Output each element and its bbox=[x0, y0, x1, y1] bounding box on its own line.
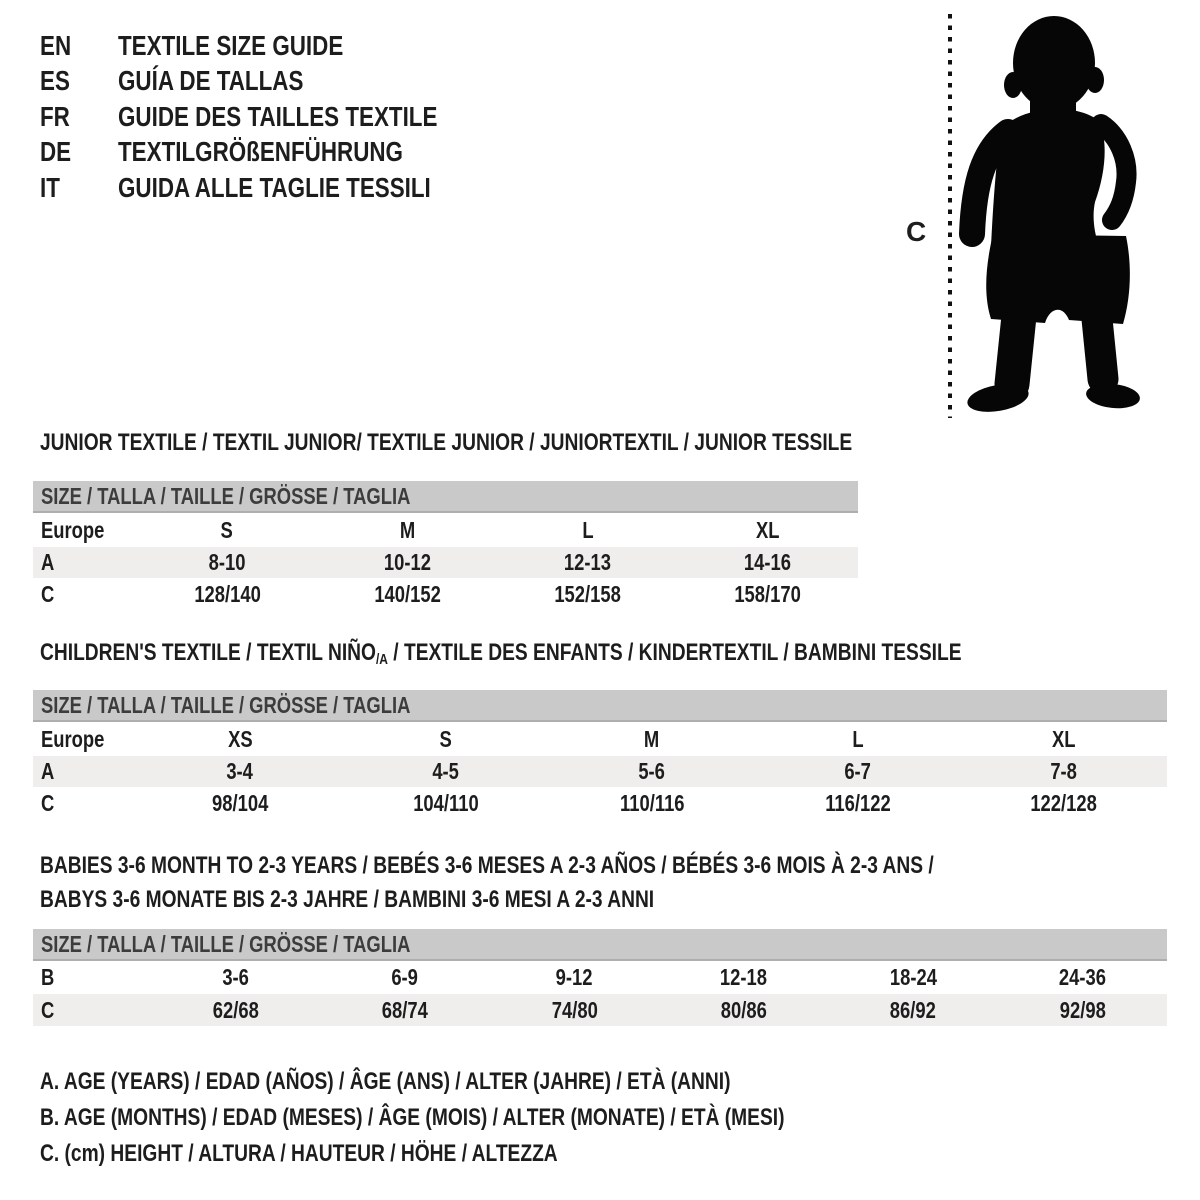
size-column: S bbox=[220, 517, 234, 543]
babies-section-title: BABIES 3-6 MONTH TO 2-3 YEARS / BEBÉS 3-6 MESES A 2-3 AÑOS / BÉBÉS 3-6 MOIS À 2-3 ANS / BABYS 3-6 MONATE BIS 2-3 JAHRE / BAMBINI 3-6 MESI A 2-3 ANNI bbox=[40, 852, 934, 913]
junior-size-table bbox=[33, 481, 858, 611]
size-column: S bbox=[439, 726, 453, 752]
table-row bbox=[33, 787, 1167, 820]
lang-row-fr bbox=[40, 99, 517, 135]
height-c-label: C bbox=[906, 216, 927, 247]
legend-line-a: A. AGE (YEARS) / EDAD (AÑOS) / ÂGE (ANS) / ALTER (JAHRE) / ETÀ (ANNI) bbox=[40, 1068, 731, 1095]
row-label: C bbox=[41, 581, 55, 607]
lang-title: TEXTILE SIZE GUIDE bbox=[118, 29, 344, 61]
toddler-silhouette bbox=[965, 16, 1141, 416]
cell-value: 68/74 bbox=[381, 997, 429, 1023]
size-column: XL bbox=[756, 517, 780, 543]
size-column: M bbox=[644, 726, 660, 752]
legend-line-b: B. AGE (MONTHS) / EDAD (MESES) / ÂGE (MOIS) / ALTER (MONATE) / ETÀ (MESI) bbox=[40, 1104, 785, 1131]
cell-value: 5-6 bbox=[638, 758, 666, 784]
cell-value: 128/140 bbox=[193, 581, 261, 607]
cell-value: 80/86 bbox=[720, 997, 767, 1023]
lang-row-en bbox=[40, 28, 517, 64]
cell-value: 116/122 bbox=[825, 790, 891, 816]
lang-title: TEXTILGRÖßENFÜHRUNG bbox=[118, 136, 403, 168]
cell-value: 14-16 bbox=[744, 549, 792, 575]
cell-value: 122/128 bbox=[1030, 790, 1098, 816]
size-column: L bbox=[582, 517, 594, 543]
cell-value: 9-12 bbox=[555, 964, 593, 990]
lang-title: GUIDA ALLE TAGLIE TESSILI bbox=[118, 171, 431, 203]
table-row bbox=[33, 578, 858, 611]
cell-value: 12-18 bbox=[720, 964, 768, 990]
lang-title: GUIDE DES TAILLES TEXTILE bbox=[118, 100, 438, 132]
children-section-title: CHILDREN'S TEXTILE / TEXTIL $NIÑO_{/A}$ / TEXTILE DES ENFANTS / KINDERTEXTIL / BAMBINI TESSILE bbox=[40, 639, 962, 668]
cell-value: 24-36 bbox=[1058, 964, 1106, 990]
cell-value: 110/116 bbox=[619, 790, 685, 816]
cell-value: 12-13 bbox=[564, 549, 612, 575]
lang-code: DE bbox=[40, 136, 72, 168]
babies-size-table bbox=[33, 929, 1167, 1026]
size-header-bar: SIZE / TALLA / TAILLE / GRÖSSE / TAGLIA bbox=[33, 690, 1167, 722]
toddler-silhouette-graphic bbox=[880, 0, 1200, 430]
measurement-legend bbox=[40, 1064, 971, 1172]
height-measure-figure bbox=[880, 0, 1200, 430]
cell-value: 3-6 bbox=[222, 964, 249, 990]
lang-code: EN bbox=[40, 29, 72, 61]
table-row bbox=[33, 994, 1167, 1026]
children-size-table bbox=[33, 690, 1167, 820]
lang-code: IT bbox=[40, 171, 60, 203]
size-column: M bbox=[399, 517, 416, 543]
cell-value: 4-5 bbox=[432, 758, 460, 784]
table-row bbox=[33, 547, 858, 578]
size-header-bar: SIZE / TALLA / TAILLE / GRÖSSE / TAGLIA bbox=[33, 481, 858, 513]
lang-row-de bbox=[40, 135, 517, 171]
cell-value: 92/98 bbox=[1059, 997, 1106, 1023]
language-title-list bbox=[40, 28, 517, 206]
cell-value: 6-9 bbox=[391, 964, 419, 990]
region-label: Europe bbox=[41, 726, 105, 752]
table-row bbox=[33, 961, 1167, 994]
lang-row-it bbox=[40, 170, 517, 206]
cell-value: 6-7 bbox=[844, 758, 872, 784]
table-header-row bbox=[33, 722, 1167, 756]
cell-value: 152/158 bbox=[554, 581, 621, 607]
size-column: XS bbox=[227, 726, 253, 752]
legend-line-c: C. (cm) HEIGHT / ALTURA / HAUTEUR / HÖHE / ALTEZZA bbox=[40, 1140, 558, 1167]
lang-title: GUÍA DE TALLAS bbox=[118, 65, 304, 97]
cell-value: 74/80 bbox=[551, 997, 598, 1023]
row-label: A bbox=[41, 549, 55, 575]
size-column: L bbox=[852, 726, 864, 752]
lang-row-es bbox=[40, 64, 517, 100]
lang-code: ES bbox=[40, 65, 70, 97]
table-row bbox=[33, 756, 1167, 787]
junior-section-title: JUNIOR TEXTILE / TEXTIL JUNIOR/ TEXTILE JUNIOR / JUNIORTEXTIL / JUNIOR TESSILE bbox=[40, 429, 853, 456]
cell-value: 98/104 bbox=[211, 790, 269, 816]
cell-value: 10-12 bbox=[383, 549, 431, 575]
cell-value: 140/152 bbox=[374, 581, 441, 607]
row-label: B bbox=[41, 964, 55, 990]
size-column: XL bbox=[1052, 726, 1076, 752]
cell-value: 7-8 bbox=[1050, 758, 1078, 784]
cell-value: 104/110 bbox=[413, 790, 479, 816]
row-label: C bbox=[41, 997, 55, 1023]
lang-code: FR bbox=[40, 100, 70, 132]
cell-value: 3-4 bbox=[226, 758, 254, 784]
cell-value: 8-10 bbox=[208, 549, 246, 575]
size-header-bar: SIZE / TALLA / TAILLE / GRÖSSE / TAGLIA bbox=[33, 929, 1167, 961]
cell-value: 158/170 bbox=[734, 581, 802, 607]
row-label: C bbox=[41, 790, 55, 816]
row-label: A bbox=[41, 758, 55, 784]
cell-value: 86/92 bbox=[889, 997, 937, 1023]
cell-value: 62/68 bbox=[212, 997, 259, 1023]
table-header-row bbox=[33, 513, 858, 547]
cell-value: 18-24 bbox=[889, 964, 937, 990]
region-label: Europe bbox=[41, 517, 105, 543]
nino-a-subscript: /A bbox=[375, 651, 388, 668]
